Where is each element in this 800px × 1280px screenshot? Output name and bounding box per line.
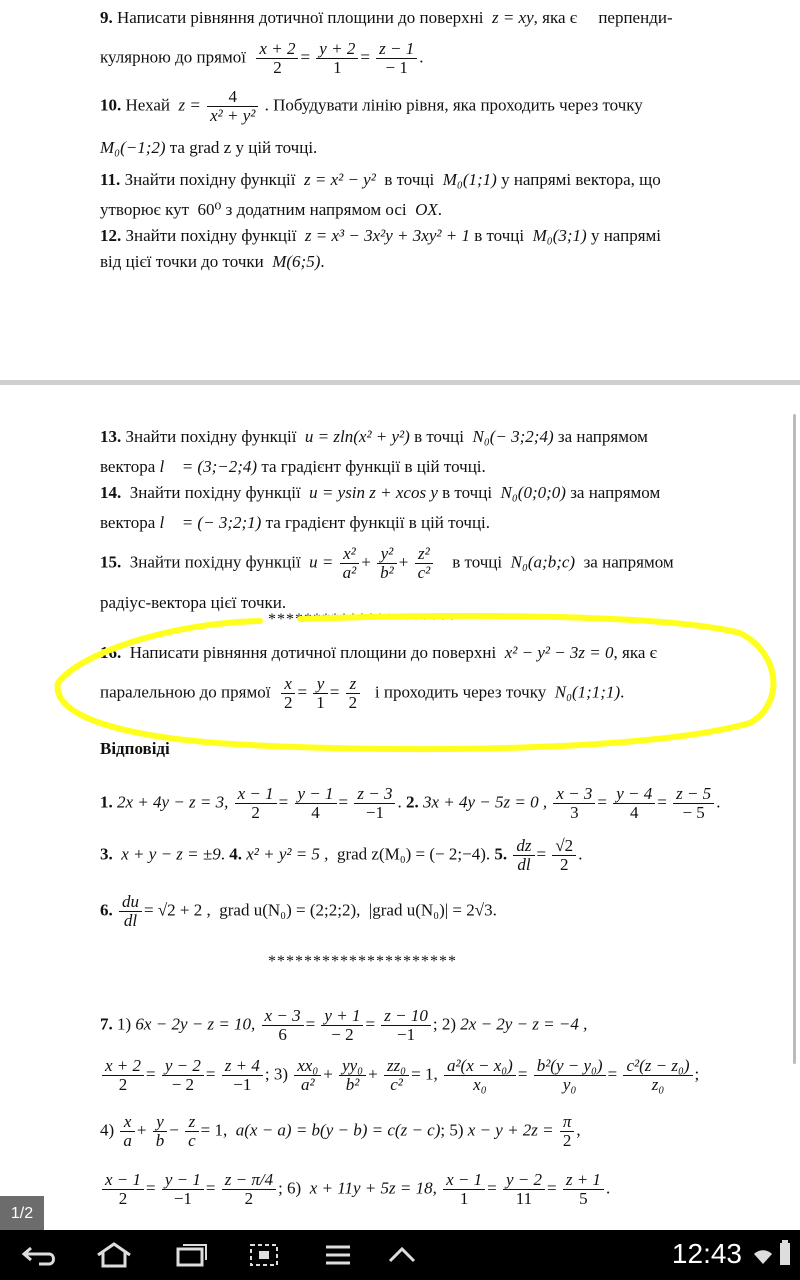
document-page-2: [0, 385, 800, 1230]
problem-11-line-1: 11. Знайти похідну функції z = x² − y² в точці M₀(1;1) у напрямі вектора, що: [100, 170, 661, 189]
menu-icon: [323, 1243, 353, 1267]
problem-9-line-1: 9. Написати рівняння дотичної площини до поверхні z = xy, яка є перпенди-: [100, 8, 673, 27]
answers-title: Відповіді: [100, 739, 170, 758]
recent-apps-icon: [175, 1241, 209, 1269]
home-button[interactable]: [92, 1238, 136, 1272]
problem-10-line-1: 10. Нехай z = $\frac{4}{\text{x² + y²}}$ . Побудувати лінію рівня, яка проходить через точку: [100, 87, 643, 125]
answers-line-3: 6. $\frac{du}{dl}$ = √2 + 2 , grad u(N₀) = (2;2;2), |grad u(N₀)| = 2√3.: [100, 892, 497, 930]
problem-16-line-1: 16. Написати рівняння дотичної площини до поверхні x² − y² − 3z = 0, яка є: [100, 643, 657, 662]
document-page-1: [0, 0, 800, 380]
screenshot-icon: [247, 1241, 281, 1269]
problem-15-line-1: 15. Знайти похідну функції u = $\frac{\text{x²}}{\text{a²}}$ + $\frac{\text{y²}}{\text{b²}}$ + $\frac{\text{z²}}{\text{c²}}$ в точці N₀(a;b;c) за напрямом: [100, 544, 674, 582]
back-icon: [21, 1242, 59, 1268]
answer-7-line-4: $\frac{x - 1}{2}$ = $\frac{y - 1}{-1}$ = $\frac{z - \pi/4}{2}$ ; 6) x + 11y + 5z = 18, $\frac{x - 1}{1}$ = $\frac{y - 2}{11}$ = $\frac{z + 1}{5}$ .: [100, 1171, 610, 1208]
answer-7-line-3: 4) $\frac{x}{a}$ + $\frac{y}{b}$ − $\frac{z}{c}$ = 1, a(x − a) = b(y − b) = c(z − c); 5) x − y + 2z = $\frac{\pi}{2}$ ,: [100, 1112, 581, 1150]
show-up-button[interactable]: [380, 1238, 424, 1272]
answers-line-2: 3. x + y − z = ±9. 4. x² + y² = 5 , grad z(M₀) = (− 2;−4). 5. $\frac{dz}{dl}$ = $\frac{√2}{2}$ .: [100, 836, 583, 874]
page-indicator: 1/2: [0, 1196, 44, 1232]
separator-stars-2: *********************: [268, 953, 457, 970]
problem-13-line-1: 13. Знайти похідну функції u = zln(x² + y²) в точці N₀(− 3;2;4) за напрямом: [100, 427, 648, 446]
answers-line-1: 1. 2x + 4y − z = 3, $\frac{x - 1}{2}$ = $\frac{y - 1}{4}$ = $\frac{z - 3}{-1}$ . 2. 3x + 4y − 5z = 0 , $\frac{x - 3}{3}$ = $\frac{y - 4}{4}$ = $\frac{z - 5}{- 5}$ .: [100, 784, 721, 822]
answer-7-line-2: $\frac{x + 2}{2}$ = $\frac{y - 2}{- 2}$ = $\frac{z + 4}{-1}$ ; 3) $\frac{\text{xx₀}}{\text{a²}}$ + $\frac{\text{yy₀}}{\text{b²}}$ + $\frac{\text{zz₀}}{\text{c²}}$ = 1, $\frac{\text{a²(x − x₀)}}{\text{x₀}}$ = $\frac{\text{b²(y − y₀)}}{\text{y₀}}$ = $\frac{\text{c²(z − z₀)}}{\text{z₀}}$ ;: [100, 1057, 699, 1094]
vertical-scrollbar[interactable]: [793, 414, 796, 1064]
system-navigation-bar: [0, 1230, 800, 1280]
problem-10-line-2: M₀(−1;2) та grad z у цій точці.: [100, 138, 318, 157]
problem-14-line-1: 14. Знайти похідну функції u = ysin z + xcos y в точці N₀(0;0;0) за напрямом: [100, 483, 661, 502]
answer-7-line-1: 7. 1) 6x − 2y − z = 10, $\frac{x - 3}{6}$ = $\frac{y + 1}{- 2}$ = $\frac{z - 10}{-1}$ ; 2) 2x − 2y − z = −4 ,: [100, 1006, 588, 1044]
problem-11-line-2: утворює кут 60⁰ з додатним напрямом осі OX.: [100, 200, 443, 219]
home-icon: [94, 1241, 134, 1269]
problem-14-line-2: вектора l⃗ = (− 3;2;1) та градієнт функції в цій точці.: [100, 513, 491, 532]
wifi-icon: [752, 1248, 774, 1266]
status-clock: 12:43: [671, 1238, 742, 1269]
problem-12-line-2: від цієї точки до точки M(6;5).: [100, 252, 325, 271]
separator-stars-1: *********************: [268, 611, 457, 628]
status-icons: [752, 1240, 792, 1271]
problem-16-line-2: паралельною до прямої $\frac{x}{2}$ = $\frac{y}{1}$ = $\frac{z}{2}$ і проходить через точку N₀(1;1;1).: [100, 674, 625, 712]
battery-icon: [778, 1240, 792, 1266]
back-button[interactable]: [18, 1238, 62, 1272]
problem-15-line-2: радіус-вектора цієї точки.: [100, 593, 287, 612]
screenshot-button[interactable]: [242, 1238, 286, 1272]
problem-9-line-2: кулярною до прямої $\frac{x + 2}{2}$ = $\frac{y + 2}{1}$ = $\frac{z - 1}{- 1}$ .: [100, 39, 424, 77]
menu-button[interactable]: [316, 1238, 360, 1272]
up-arrow-icon: [386, 1244, 418, 1266]
recent-apps-button[interactable]: [170, 1238, 214, 1272]
problem-12-line-1: 12. Знайти похідну функції z = x³ − 3x²y + 3xy² + 1 в точці M₀(3;1) у напрямі: [100, 226, 662, 245]
problem-13-line-2: вектора l⃗ = (3;−2;4) та градієнт функції в цій точці.: [100, 457, 486, 476]
